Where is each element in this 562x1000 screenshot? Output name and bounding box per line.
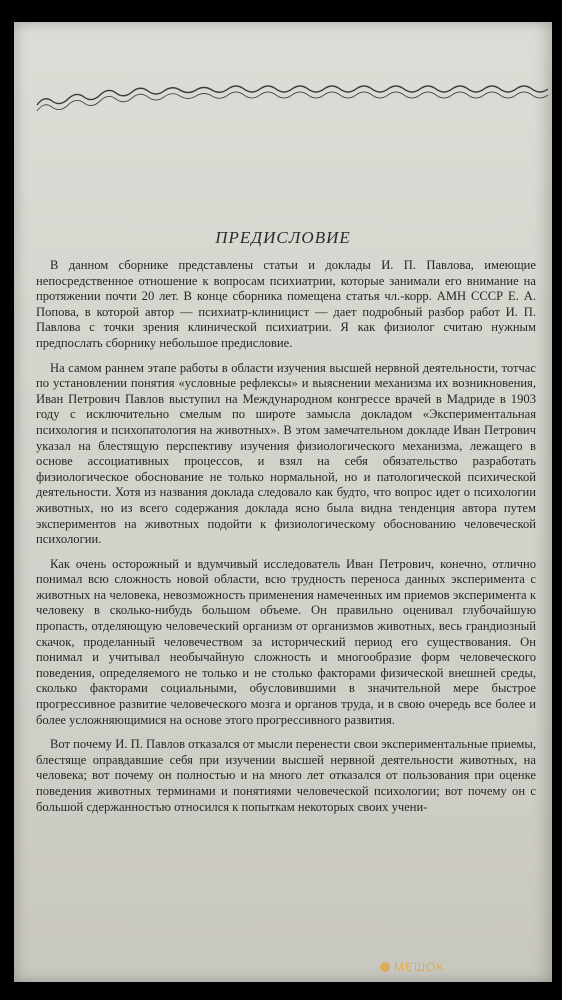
paragraph-2: На самом раннем этапе работы в области изучения высшей нервной деятельности, тотчас по установлении понятия «условные рефлексы» и выяснении механизма их возникновения, Иван Петрович Павлов выступил на Международном конгрессе врачей в Мадриде в 1903 году с исключительно смелым по широте замысла докладом «Экспериментальная психология и психопатология на животных». В этом замечательном докладе Иван Петрович указал на блестящую перспективу изучения физиологического механизма, лежащего в основе ассоциативных процессов, и взял на себя обязательство разработать физиологическое обоснование не только нормальной, но и патологической психической деятельности. Хотя из названия доклада следовало как будто, что вопрос идет о психологии животных, но из всего содержания доклада ясно была видна тенденция автора путем экспериментов на животных подойти к физиологическому обоснованию человеческой психологии.: [36, 360, 536, 547]
ornament-wave-line-lower: [37, 92, 548, 111]
watermark-text: МЕШОК: [394, 960, 445, 974]
wavy-ornament: [32, 77, 552, 117]
watermark: [380, 960, 444, 974]
ornament-wave-line: [37, 86, 548, 105]
paragraph-1: В данном сборнике представлены статьи и доклады И. П. Павлова, имеющие непосредственное отношение к вопросам психиатрии, которые занимали его внимание на протяжении почти 20 лет. В конце сборника помещена статья чл.-корр. АМН СССР Е. А. Попова, в которой автор — психиатр-клиницист — дает подробный разбор работ И. П. Павлова с точки зрения клинической психиатрии. Я как физиолог считаю нужным предпослать сборнику небольшое предисловие.: [36, 258, 536, 350]
book-page: [14, 22, 552, 982]
page-title: ПРЕДИСЛОВИЕ: [215, 228, 351, 247]
body-text: [36, 258, 536, 824]
watermark-logo-icon: [380, 962, 390, 972]
paragraph-3: Как очень осторожный и вдумчивый исследователь Иван Петрович, конечно, отлично понимал всю сложность новой области, всю трудность переноса данных эксперимента с животных на человека, невозможность применения намеченных им приемов эксперимента к человеку в сколько-нибудь большом объеме. Он правильно оценивал глубочайшую пропасть, отделяющую человеческий организм от организмов животных, весь грандиозный скачок, проделанный человечеством за исторический период его существования. Он понимал и учитывал необычайную сложность и многообразие форм человеческого поведения, определяемого не только и не столько факторами физической внешней среды, сколько факторами социальными, обусловившими в значительной мере быстрое прогрессивное развитие человеческого мозга и органов труда, и в свою очередь все более и более усложняющимися на основе этого прогрессивного развития.: [36, 556, 536, 727]
paragraph-4: Вот почему И. П. Павлов отказался от мысли перенести свои экспериментальные приемы, блестяще оправдавшие себя при изучении высшей нервной деятельности животных, на человека; вот почему он полностью и на много лет отказался от пользования при оценке поведения животных терминами и понятиями человеческой психологии; вот почему он с большой сдержанностью относился к попыткам некоторых своих учени-: [36, 737, 536, 814]
